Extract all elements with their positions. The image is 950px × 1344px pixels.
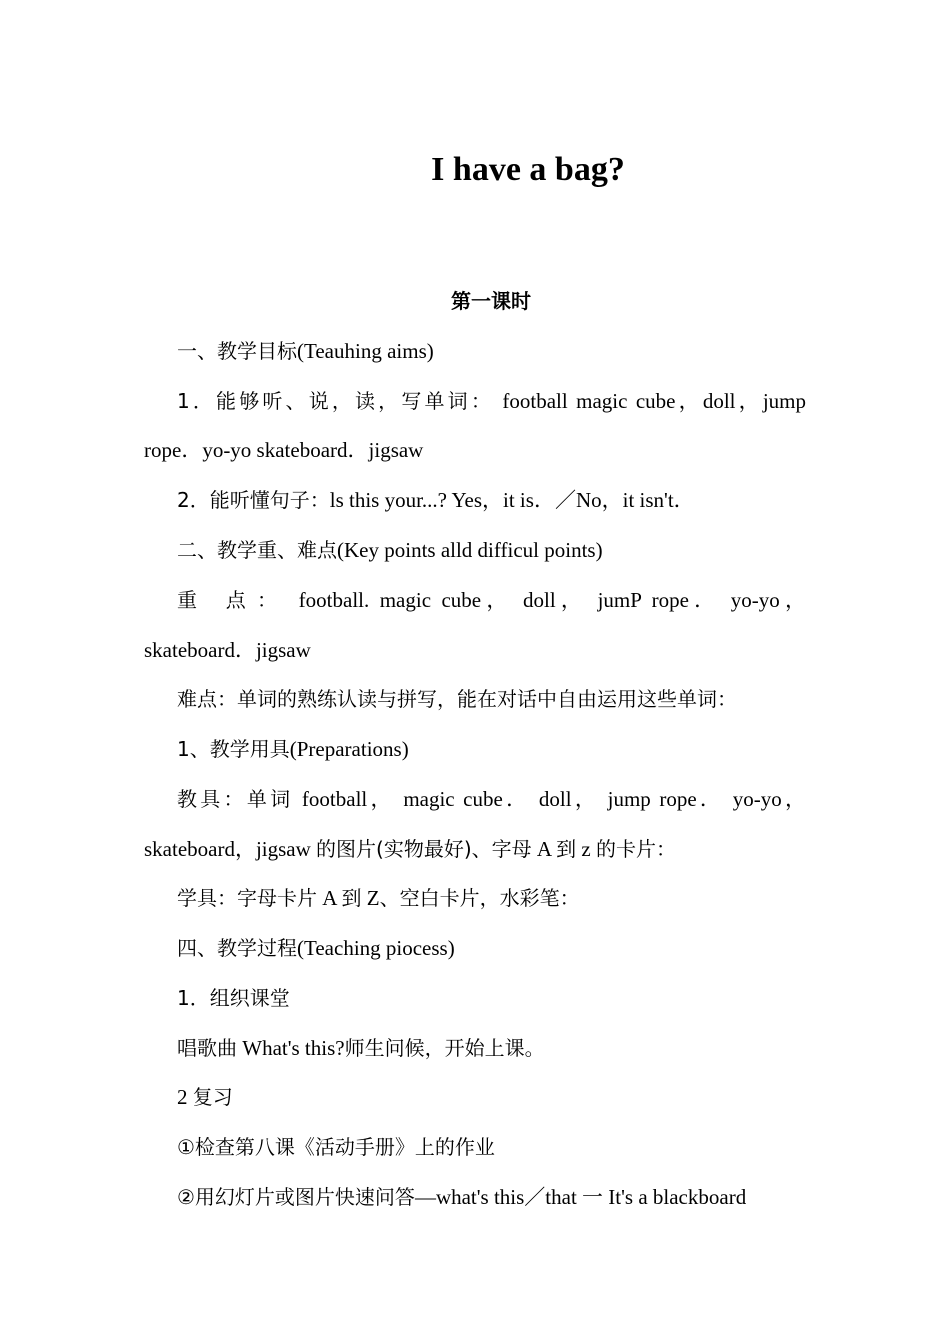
heading-cn: 二、教学重、难点	[177, 538, 337, 562]
review-item-1: ①检查第八课《活动手册》上的作业	[177, 1135, 495, 1159]
text-cn: 的图片	[316, 837, 377, 861]
heading-cn: 1、教学用具	[177, 737, 290, 761]
text-cn: 唱歌曲	[177, 1036, 237, 1060]
item-en: football magic cube，doll，jump	[494, 389, 806, 413]
key-points-heading	[177, 535, 806, 565]
difficult-points: 难点：单词的熟练认读与拼写，能在对话中自由运用这些单词：	[177, 687, 737, 711]
text-en: z	[576, 837, 596, 861]
song-title: What's this?	[237, 1036, 345, 1060]
teaching-process-heading	[177, 933, 806, 963]
step-review	[177, 1082, 806, 1112]
focus-label: 重 点：	[177, 588, 289, 612]
text-cn: 学具：字母卡片	[177, 886, 317, 910]
aims-item-1-continued: rope．yo-yo skateboard．jigsaw	[144, 438, 424, 462]
step-organize-class: 1．组织课堂	[177, 986, 290, 1010]
heading-en: (Key points alld difficul points)	[337, 538, 603, 562]
focus-points	[177, 585, 806, 615]
heading-cn: 一、教学目标	[177, 339, 297, 363]
item-cn: 1．能够听、说，读，写单词：	[177, 389, 494, 413]
step-number: 2	[177, 1085, 193, 1109]
text-en: A	[531, 837, 557, 861]
sing-song	[177, 1033, 806, 1063]
step-label: 复习	[192, 1085, 233, 1109]
text-en: —what's this／that 一 It's a blackboard	[414, 1185, 747, 1209]
heading-en: (Teaching piocess)	[297, 936, 455, 960]
document-title: I have a bag?	[431, 151, 625, 188]
aims-item-1	[177, 386, 806, 416]
teacher-tools-label: 教具：单词	[177, 787, 294, 811]
text-cn: 、空白卡片，水彩笔：	[379, 886, 580, 910]
item-en: ls this your...? Yes，it is．／No，it isn't．	[329, 488, 695, 512]
text-cn: ②用幻灯片或图片快速问答	[177, 1185, 415, 1209]
aims-item-2	[177, 485, 806, 515]
text-en: Z	[361, 886, 380, 910]
student-tools	[177, 883, 806, 913]
text-en: A	[317, 886, 342, 910]
teacher-tools-continued	[144, 834, 806, 864]
text-cn: 的卡片：	[596, 837, 676, 861]
item-cn: 2．能听懂句子：	[177, 488, 330, 512]
heading-en: (Preparations)	[289, 737, 409, 761]
review-item-2	[177, 1182, 806, 1212]
text-cn: 到	[556, 837, 577, 861]
text-en: skateboard，jigsaw	[144, 837, 317, 861]
focus-points-continued: skateboard．jigsaw	[144, 638, 311, 662]
focus-words: football. magic cube， doll， jumP rope． yo-yo，	[288, 588, 806, 612]
teacher-tools	[177, 784, 806, 814]
heading-en: (Teauhing aims)	[297, 339, 434, 363]
lesson-subtitle: 第一课时	[451, 289, 531, 313]
teacher-tools-words: football， magic cube． doll， jump rope． yo-yo，	[293, 787, 806, 811]
text-cn: (实物最好)、字母	[376, 837, 532, 861]
teaching-aims-heading	[177, 336, 806, 366]
text-cn: 到	[341, 886, 362, 910]
preparations-heading	[177, 734, 806, 764]
heading-cn: 四、教学过程	[177, 936, 297, 960]
text-cn: 师生问候，开始上课。	[344, 1036, 545, 1060]
